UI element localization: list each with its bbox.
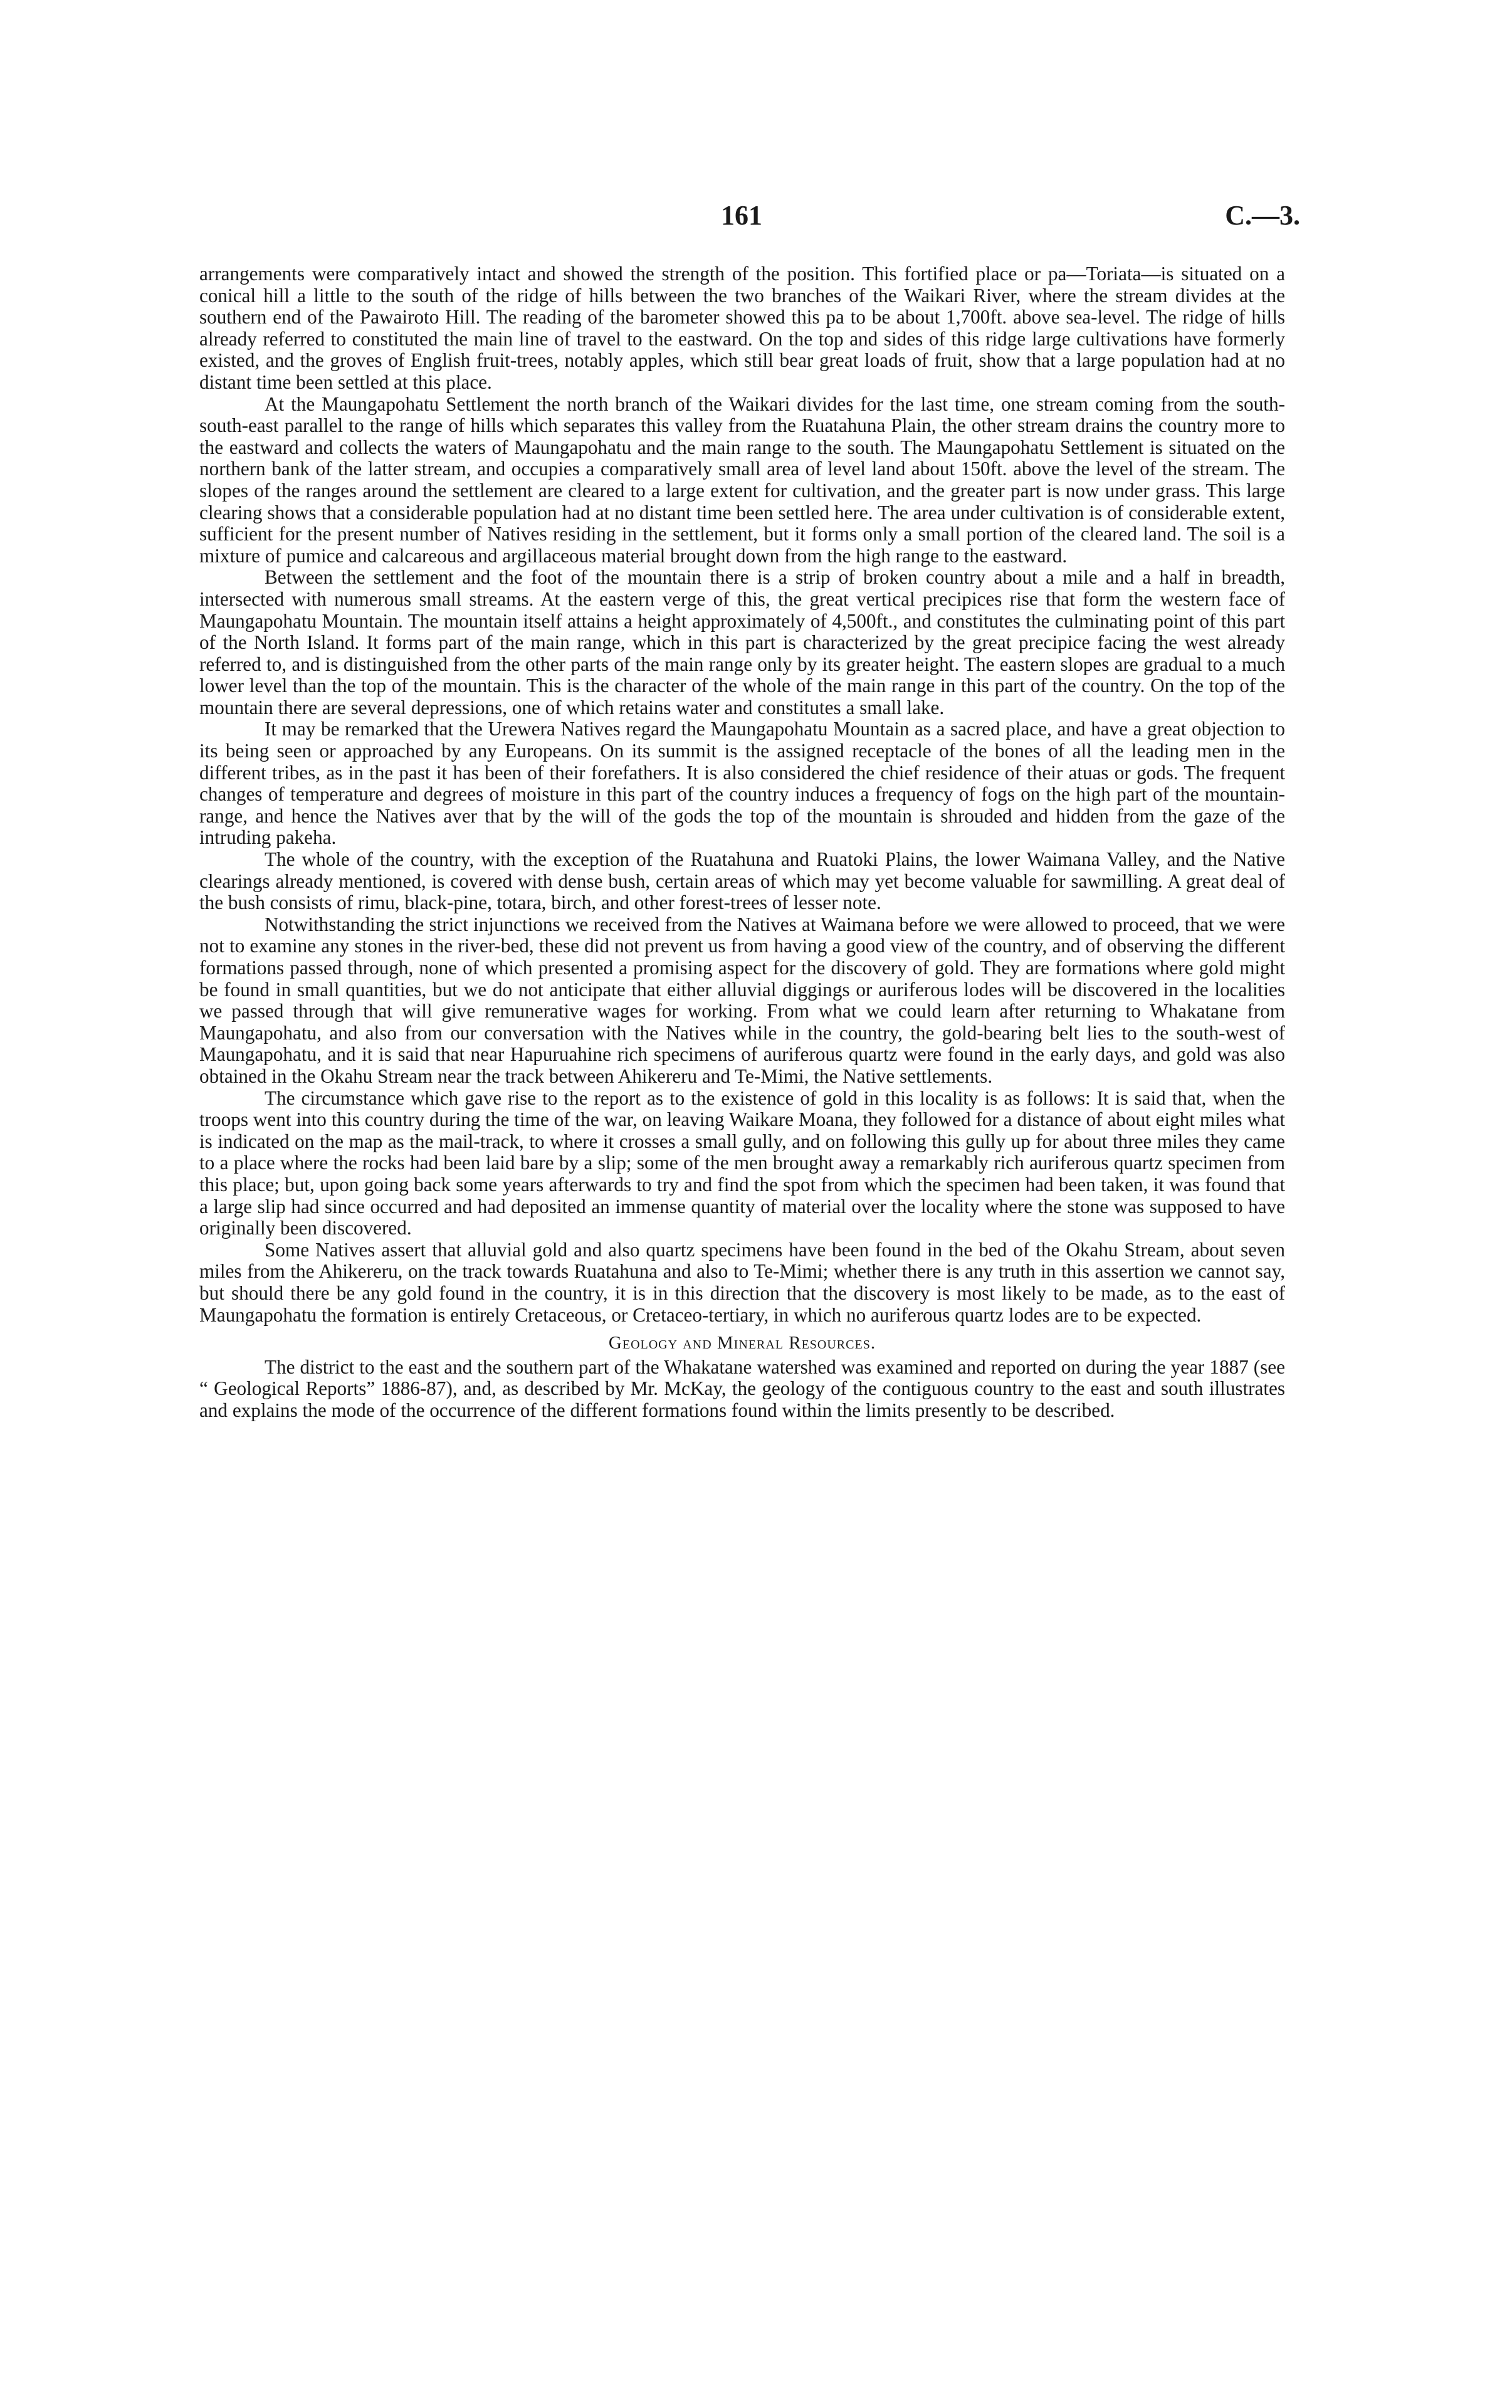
paragraph: At the Maungapohatu Settlement the north branch of the Waikari divides for the last time, one stream coming from the south-south-east parallel to the range of hills which separates this valley from the Ruatahuna Plain, the other stream drains the country more to the eastward and collects the waters of Maungapohatu and the main range to the south. The Maungapohatu Settlement is situated on the northern bank of the latter stream, and occupies a comparatively small area of level land about 150ft. above the level of the stream. The slopes of the ranges around the settlement are cleared to a large extent for cultivation, and the greater part is now under grass. This large clearing shows that a considerable population had at no distant time been settled here. The area under cultivation is of considerable extent, sufficient for the present number of Natives residing in the settlement, but it forms only a small portion of the cleared land. The soil is a mixture of pumice and calcareous and argillaceous material brought down from the high range to the eastward. (199, 392, 1285, 567)
paragraph: Notwithstanding the strict injunctions we received from the Natives at Waimana before we were allowed to proceed, that we were not to examine any stones in the river-bed, these did not prevent us from having a good view of the country, and of observing the different formations passed through, none of which presented a promising aspect for the discovery of gold. They are formations where gold might be found in small quantities, but we do not anticipate that either alluvial diggings or auriferous lodes will be discovered in the localities we passed through that will give remunerative wages for working. From what we could learn after returning to Whakatane from Maungapohatu, and also from our conversation with the Natives while in the country, the gold-bearing belt lies to the south-west of Maungapohatu, and it is said that near Hapuruahine rich specimens of auriferous quartz were found in the early days, and gold was also obtained in the Okahu Stream near the track between Ahikereru and Te-Mimi, the Native settlements. (199, 913, 1285, 1087)
document-reference: C.—3. (1225, 200, 1300, 231)
paragraph: Between the settlement and the foot of the mountain there is a strip of broken country about a mile and a half in breadth, intersected with numerous small streams. At the eastern verge of this, the great vertical precipices rise that form the western face of Maungapohatu Mountain. The mountain itself attains a height approximately of 4,500ft., and constitutes the culminating point of this part of the North Island. It forms part of the main range, which in this part is characterized by the great precipice facing the west already referred to, and is distinguished from the other parts of the main range only by its greater height. The eastern slopes are gradual to a much lower level than the top of the mountain. This is the character of the whole of the main range in this part of the country. On the top of the mountain there are several depressions, one of which retains water and constitutes a small lake. (199, 566, 1285, 718)
paragraph: It may be remarked that the Urewera Natives regard the Maungapohatu Mountain as a sacred place, and have a great objection to its being seen or approached by any Europeans. On its summit is the assigned receptacle of the bones of all the leading men in the different tribes, as in the past it has been of their forefathers. It is also considered the chief residence of their atuas or gods. The frequent changes of temperature and degrees of moisture in this part of the country induces a frequency of fogs on the high part of the mountain-range, and hence the Natives aver that by the will of the gods the top of the mountain is shrouded and hidden from the gaze of the intruding pakeha. (199, 718, 1285, 849)
paragraph: The circumstance which gave rise to the report as to the existence of gold in this locality is as follows: It is said that, when the troops went into this country during the time of the war, on leaving Waikare Moana, they followed for a distance of about eight miles what is indicated on the map as the mail-track, to where it crosses a small gully, and on following this gully up for about three miles they came to a place where the rocks had been laid bare by a slip; some of the men brought away a remarkably rich auriferous quartz specimen from this place; but, upon going back some years afterwards to try and find the spot from which the specimen had been taken, it was found that a large slip had since occurred and had deposited an immense quantity of material over the locality where the stone was supposed to have originally been discovered. (199, 1086, 1285, 1239)
paragraph: The whole of the country, with the exception of the Ruatahuna and Ruatoki Plains, the lower Waimana Valley, and the Native clearings already mentioned, is covered with dense bush, certain areas of which may yet become valuable for sawmilling. A great deal of the bush consists of rimu, black-pine, totara, birch, and other forest-trees of lesser note. (199, 848, 1285, 914)
paragraph: The district to the east and the southern part of the Whakatane watershed was examined and reported on during the year 1887 (see “ Geological Reports” 1886-87), and, as described by Mr. McKay, the geology of the contiguous country to the east and south illustrates and explains the mode of the occurrence of the different formations found within the limits presently to be described. (199, 1355, 1285, 1421)
body-text (199, 263, 1285, 1421)
page-number: 161 (721, 200, 762, 231)
paragraph: arrangements were comparatively intact and showed the strength of the position. This fortified place or pa—Toriata—is situated on a conical hill a little to the south of the ridge of hills between the two branches of the Waikari River, where the stream divides at the southern end of the Pawairoto Hill. The reading of the barometer showed this pa to be about 1,700ft. above sea-level. The ridge of hills already referred to constituted the main line of travel to the eastward. On the top and sides of this ridge large cultivations have formerly existed, and the groves of English fruit-trees, notably apples, which still bear great loads of fruit, show that a large population had at no distant time been settled at this place. (199, 263, 1285, 393)
paragraph: Some Natives assert that alluvial gold and also quartz specimens have been found in the bed of the Okahu Stream, about seven miles from the Ahikereru, on the track towards Ruatahuna and also to Te-Mimi; whether there is any truth in this assertion we cannot say, but should there be any gold found in the country, it is in this direction that the discovery is most likely to be made, as to the east of Maungapohatu the formation is entirely Cretaceous, or Cretaceo-tertiary, in which no auriferous quartz lodes are to be expected. (199, 1238, 1285, 1326)
section-heading: Geology and Mineral Resources. (608, 1333, 876, 1354)
